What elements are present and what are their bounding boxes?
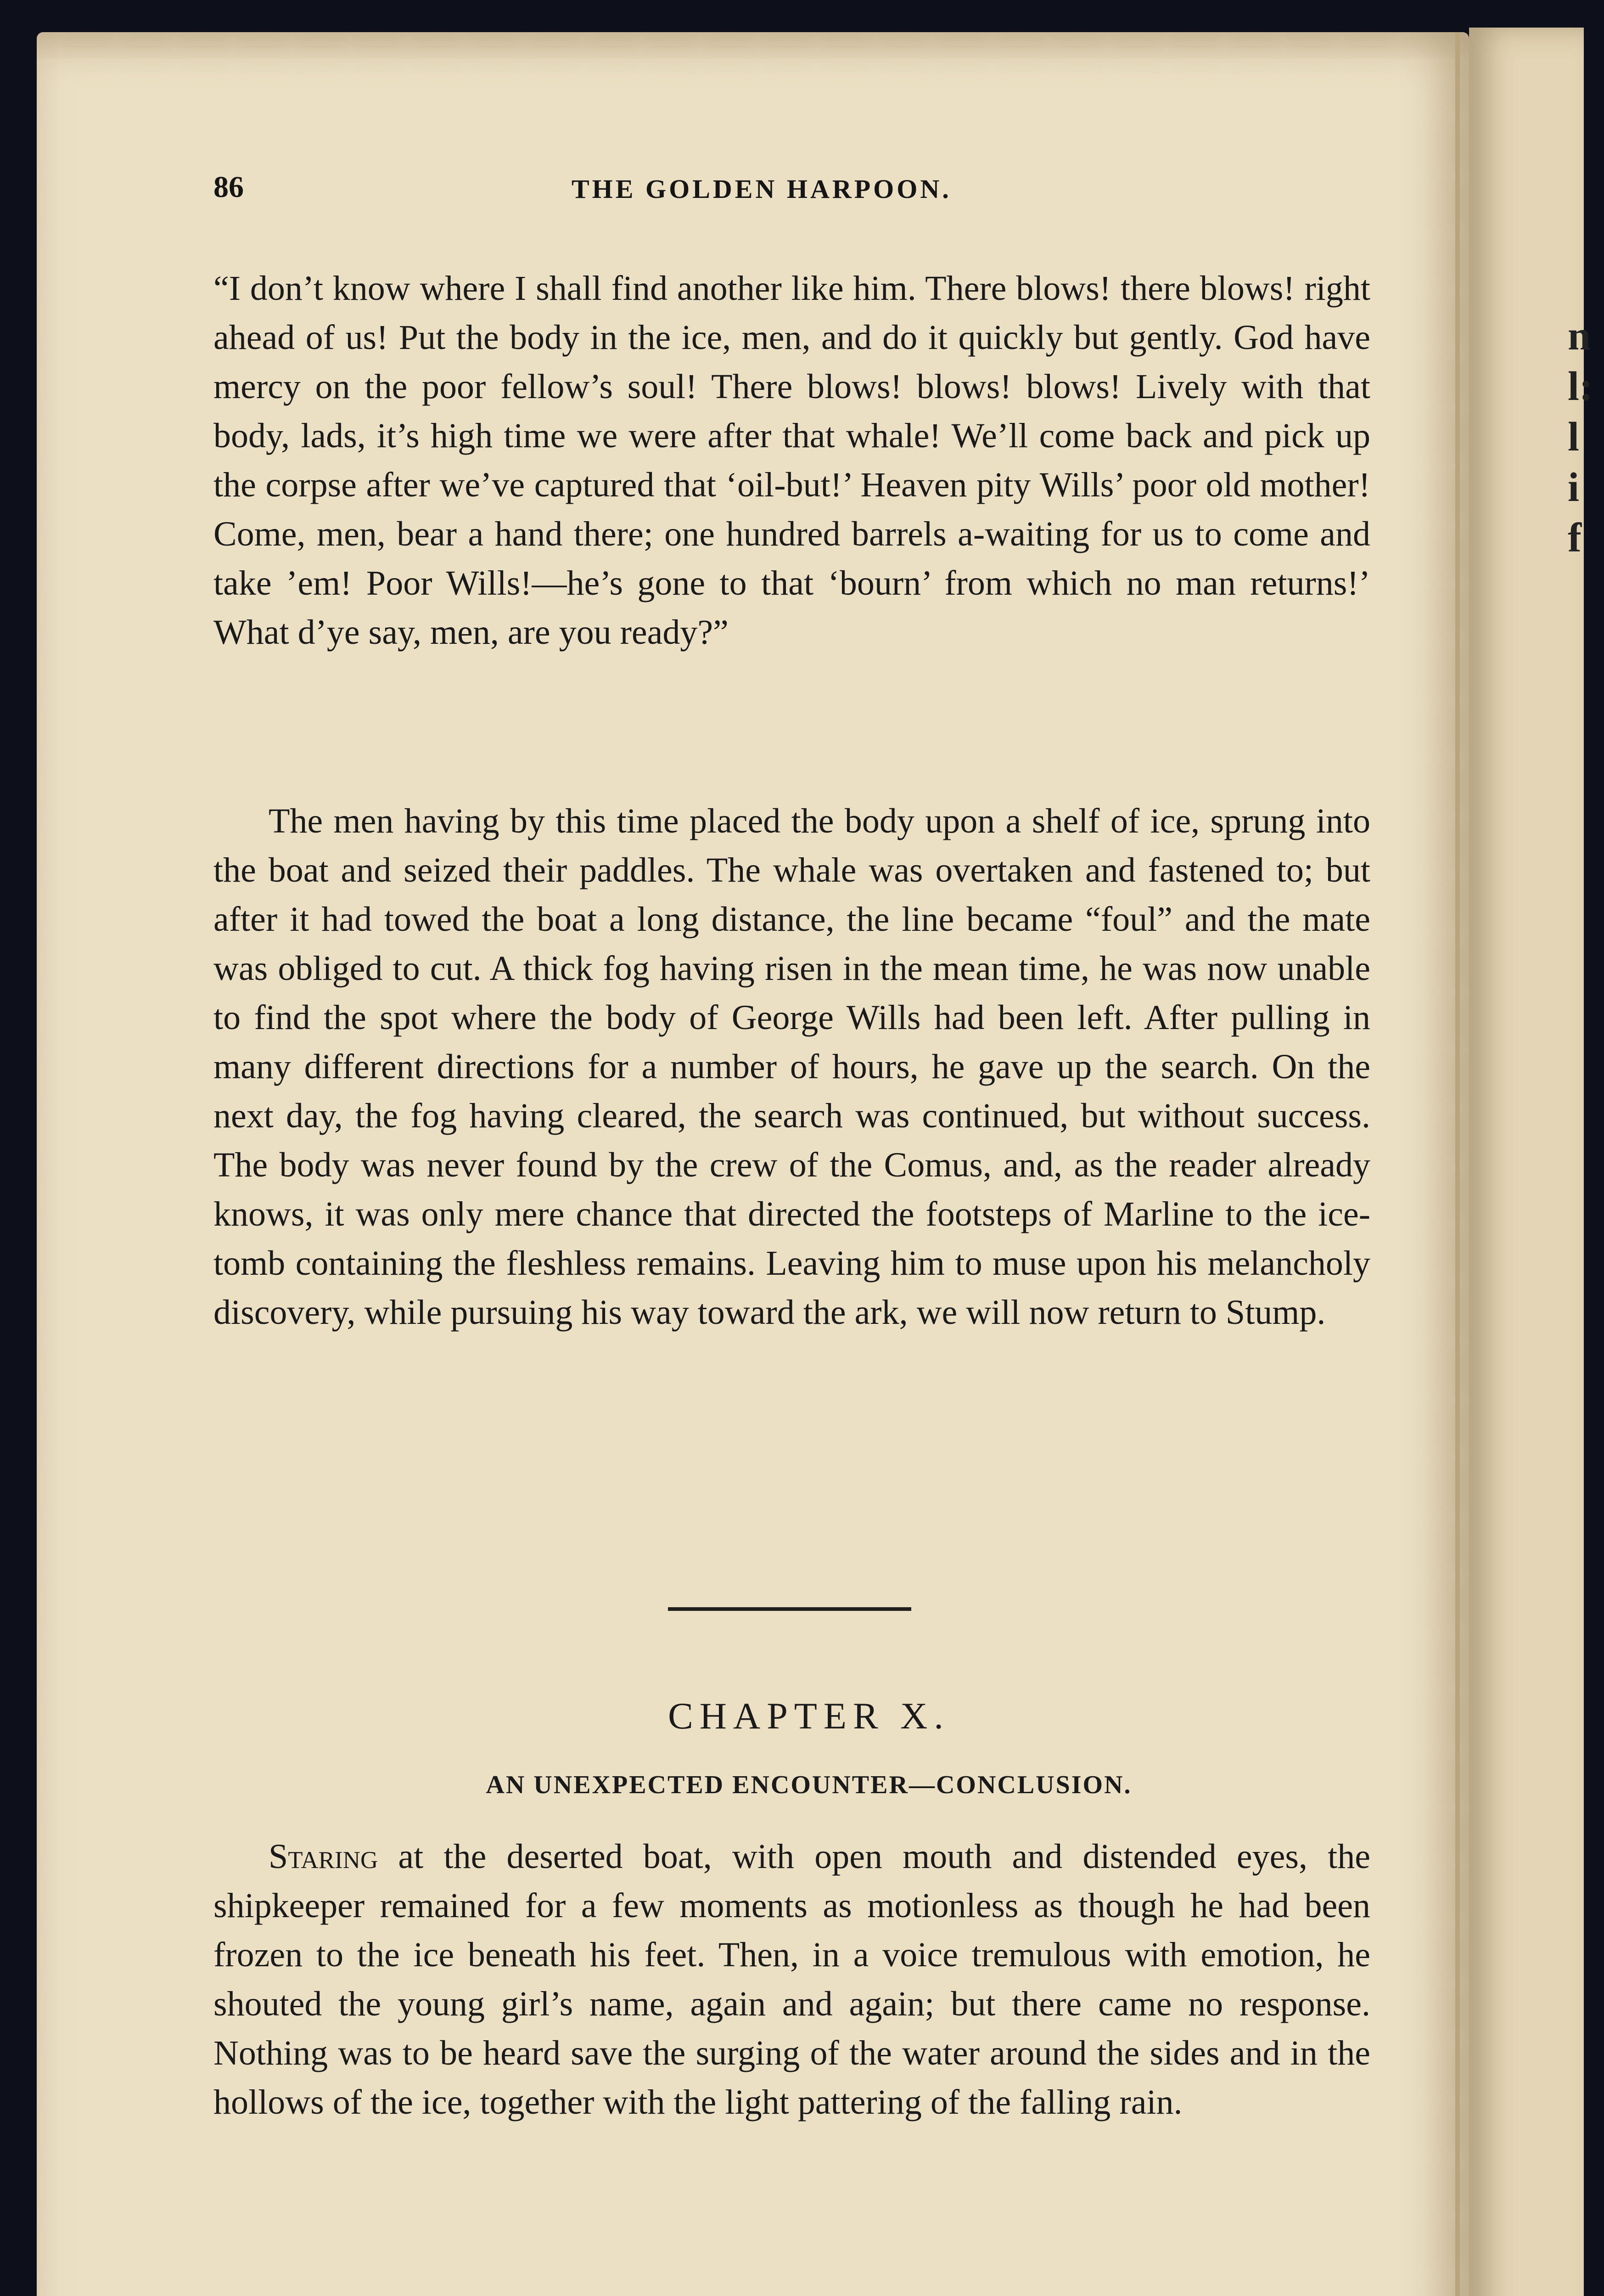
paragraph-narrative [213,797,1370,1337]
chapter-subtitle: AN UNEXPECTED ENCOUNTER—CONCLUSION. [486,1771,1132,1799]
facing-page-fragment: f [1568,515,1582,561]
paragraph-3-rest: at the deserted boat, with open mouth and distended eyes, the shipkeeper remained for a few moments as motionless as though he had been frozen to the ice beneath his feet. Then, in a voice tremulous with emotion, he shouted the young girl’s name, again and again; but there came no response. Nothing was to be heard save the surging of the water around the sides and in the hollows of the ice, together with the light pattering of the falling rain. [213,1837,1370,2122]
paragraph-dialogue [213,264,1370,657]
paragraph-2-text: The men having by this time placed the body upon a shelf of ice, sprung into the boat and seized their paddles. The whale was overtaken and fastened to; but after it had towed the boat a long distance, the line became “foul” and the mate was obliged to cut. A thick fog having risen in the mean time, he was now unable to find the spot where the body of George Wills had been left. After pulling in many different directions for a number of hours, he gave up the search. On the next day, the fog having cleared, the search was continued, but without success. The body was never found by the crew of the Comus, and, as the reader already knows, it was only mere chance that directed the footsteps of Marline to the ice-tomb containing the fleshless remains. Leaving him to muse upon his melancholy discovery, while pursuing his way toward the ark, we will now return to Stump. [213,802,1370,1332]
facing-page-fragment: l: [1568,364,1593,409]
opening-word: Staring [269,1837,378,1876]
running-title: THE GOLDEN HARPOON. [572,174,952,204]
paragraph-1-text: “I don’t know where I shall find another like him. There blows! there blows! right ahead of us! Put the body in the ice, men, and do it quickly but gently. God have mercy on the poor fellow’s soul! There blows! blows! blows! Lively with that body, lads, it’s high time we were after that whale! We’ll come back and pick up the corpse after we’ve captured that ‘oil-but!’ Heaven pity Wills’ poor old mother! Come, men, bear a hand there; one hundred barrels a-waiting for us to come and take ’em! Poor Wills!—he’s gone to that ‘bourn’ from which no man returns!’ What d’ye say, men, are you ready?” [213,269,1370,652]
running-head [213,170,1370,220]
facing-page-fragment: n [1568,313,1591,359]
facing-page-fragment: l [1568,414,1580,460]
page-number: 86 [213,170,244,204]
chapter-heading: CHAPTER X. [668,1695,950,1737]
paragraph-chapter-opening [213,1832,1370,2127]
section-divider-rule [668,1607,911,1611]
facing-page-fragment: i [1568,465,1580,510]
page-gutter [1455,32,1460,2296]
paragraph-3-text [213,1832,1370,2127]
facing-page-edge [1469,28,1584,2296]
